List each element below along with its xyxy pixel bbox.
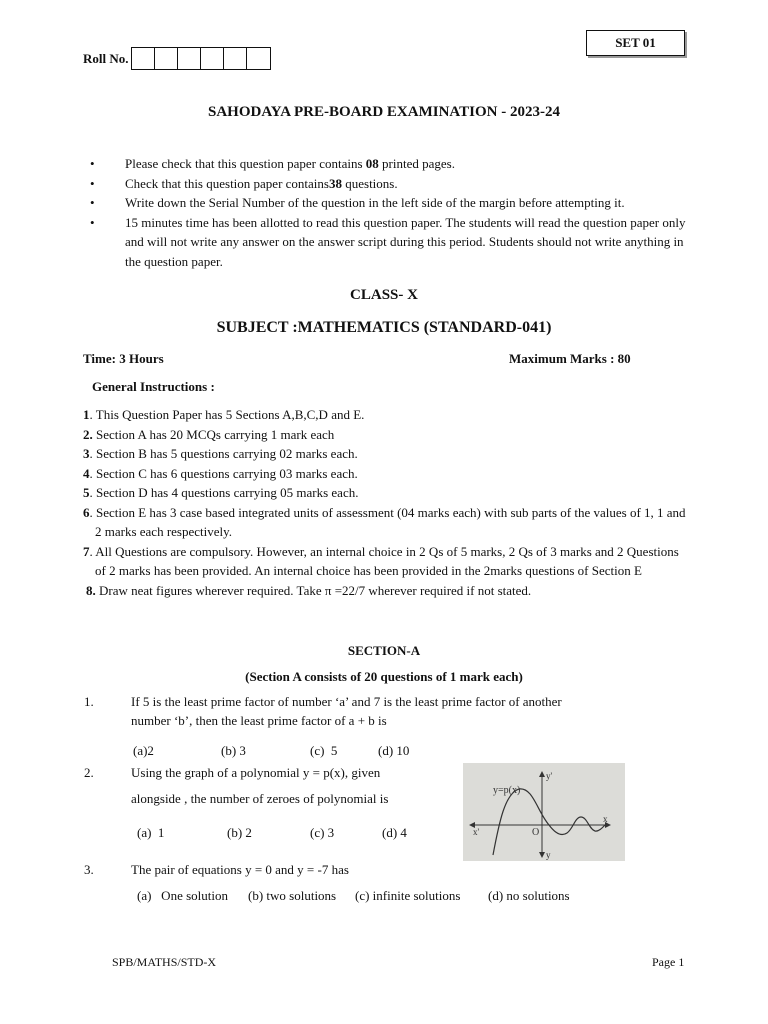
section-subheading: (Section A consists of 20 questions of 1 mark each) [245, 669, 523, 684]
roll-number-field [83, 47, 271, 70]
exam-title: SAHODAYA PRE-BOARD EXAMINATION - 2023-24 [208, 104, 560, 120]
question-text: The pair of equations y = 0 and y = -7 has [131, 862, 349, 877]
roll-digit-box [155, 48, 178, 69]
question-number: 2. [84, 765, 94, 780]
x-prime-label: x' [473, 827, 480, 837]
instruction-item: 3. Section B has 5 questions carrying 02 marks each. [83, 446, 358, 461]
class-label: CLASS- X [350, 287, 418, 303]
option-c: (c) 5 [310, 743, 338, 758]
polynomial-curve [493, 789, 607, 855]
roll-digit-box [201, 48, 224, 69]
y-axis-arrow [539, 771, 545, 777]
option-a: (a) One solution [137, 888, 228, 903]
roll-number-label: Roll No. [83, 50, 129, 66]
notice-item: • Write down the Serial Number of the question in the left side of the margin before attempting it. [88, 193, 688, 213]
instruction-item: 7. All Questions are compulsory. However, an internal choice in 2 Qs of 5 marks, 2 Qs of 3 marks and 2 Questions of 2 marks has been provided. An internal choice has been provided in the 2marks questions of Section E [83, 543, 679, 578]
option-c: (c) 3 [310, 825, 335, 840]
question-text: number ‘b’, then the least prime factor of a + b is [131, 713, 387, 728]
instruction-item: 4. Section C has 6 questions carrying 03 marks each. [83, 465, 358, 481]
option-b: (b) 3 [221, 743, 246, 758]
instruction-item: 5. Section D has 4 questions carrying 05 marks each. [83, 485, 359, 500]
set-label: SET 01 [586, 30, 685, 56]
option-a: (a)2 [133, 743, 154, 758]
polynomial-graph-svg [463, 763, 625, 861]
notice-item: • Check that this question paper contains38 questions. [88, 174, 688, 194]
instruction-item: 8. Draw neat figures wherever required. Take π =22/7 wherever required if not stated. [86, 582, 532, 598]
option-d: (d) no solutions [488, 888, 570, 903]
option-d: (d) 4 [382, 825, 407, 840]
y-prime-axis-arrow [539, 852, 545, 858]
subject-label: SUBJECT :MATHEMATICS (STANDARD-041) [216, 319, 552, 336]
page-number: Page 1 [652, 955, 685, 969]
question-text: alongside , the number of zeroes of polynomial is [131, 791, 389, 806]
notice-item: • Please check that this question paper contains 08 printed pages. [88, 154, 688, 174]
general-instructions-heading: General Instructions : [92, 379, 215, 394]
instruction-item: 6. Section E has 3 case based integrated units of assessment (04 marks each) with sub parts of the values of 1, 1 and 2 marks each respectively. [83, 504, 686, 539]
roll-digit-box [247, 48, 270, 69]
question-number: 1. [84, 694, 94, 709]
option-b: (b) two solutions [248, 888, 337, 903]
roll-digit-box [178, 48, 201, 69]
question-number: 3. [84, 862, 94, 877]
max-marks-label: Maximum Marks : 80 [509, 351, 631, 366]
y-prime-label: y [546, 850, 551, 860]
general-instructions-list [83, 405, 688, 600]
question-text: If 5 is the least prime factor of number ‘a’ and 7 is the least prime factor of another [131, 694, 562, 709]
option-d: (d) 10 [378, 743, 410, 758]
option-b: (b) 2 [227, 825, 252, 840]
notice-list [88, 154, 688, 271]
time-label: Time: 3 Hours [83, 351, 164, 366]
option-c: (c) infinite solutions [355, 888, 461, 903]
instruction-item: 2. Section A has 20 MCQs carrying 1 mark each [83, 426, 335, 442]
curve-label: y=p(x) [493, 785, 521, 796]
section-heading: SECTION-A [347, 643, 421, 658]
footer-code: SPB/MATHS/STD-X [112, 955, 217, 969]
x-label: x [603, 814, 608, 824]
option-a: (a) 1 [137, 825, 165, 840]
y-label: y' [546, 771, 553, 781]
notice-item: • 15 minutes time has been allotted to read this question paper. The students will read the question paper only and will not write any answer on the answer script during this period. Students should not write anything in the question paper. [88, 213, 688, 272]
roll-digit-box [224, 48, 247, 69]
question-text: Using the graph of a polynomial y = p(x), given [131, 765, 381, 780]
origin-label: O [532, 827, 540, 838]
roll-number-boxes [131, 47, 271, 70]
roll-digit-box [132, 48, 155, 69]
instruction-item: 1. This Question Paper has 5 Sections A,B,C,D and E. [83, 407, 365, 422]
polynomial-graph [463, 763, 625, 861]
